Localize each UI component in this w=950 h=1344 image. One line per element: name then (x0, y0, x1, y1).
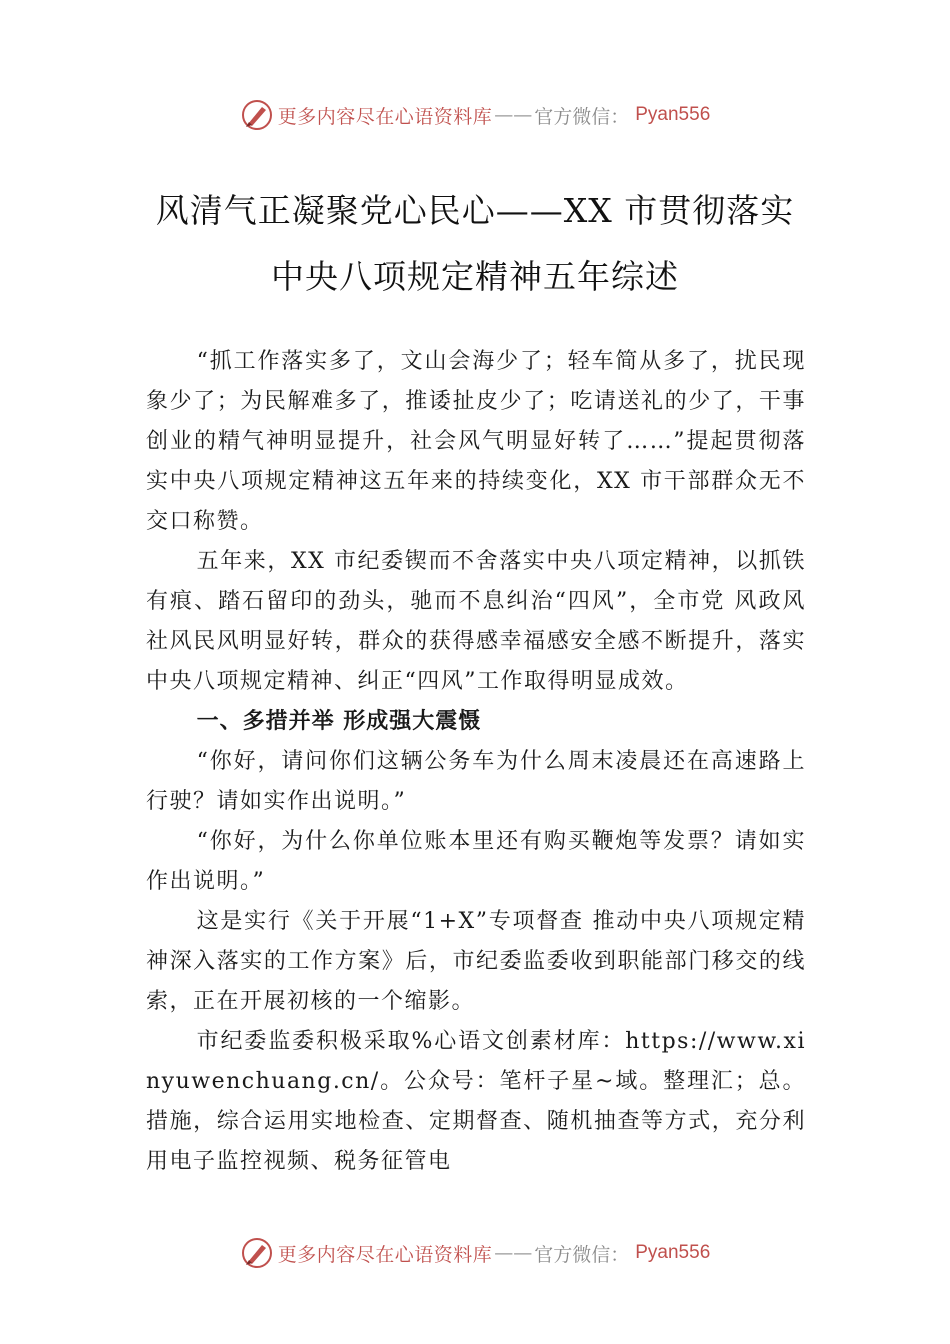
banner-text: 更多内容尽在心语资料库 (277, 1243, 493, 1266)
banner-dash: —— (494, 1242, 533, 1264)
document-title-line2: 中央八项规定精神五年综述 (271, 257, 679, 296)
banner-wechat-id: Pyan556 (635, 104, 711, 125)
paragraph-1: “抓工作落实多了，文山会海少了；轻车简从多了，扰民现象少了；为民解难多了，推诿扯皮少了；吃请送礼的少了，干事创业的精气神明显提升，社会风气明显好转了……”提起贯彻落实中央八项规定精神这五年来的持续变化，XX 市干部群众无不交口称赞。 (146, 349, 806, 534)
paragraph-2: 五年来，XX 市纪委锲而不舍落实中央八项定精神，以抓铁有痕、踏石留印的劲头，驰而不息纠治“四风”，全市党 风政风社风民风明显好转，群众的获得感幸福感安全感不断提升，落实中央八项规定精神、纠正“四风”工作取得明显成效。 (146, 549, 806, 694)
document-body (146, 342, 806, 1182)
banner-wechat-id: Pyan556 (635, 1242, 711, 1263)
paragraph-4: “你好，为什么你单位账本里还有购买鞭炮等发票？请如实作出说明。” (146, 829, 806, 894)
pen-logo-icon (240, 98, 274, 132)
banner-wechat-label: 官方微信： (534, 1243, 630, 1266)
paragraph-5: 这是实行《关于开展“1+X”专项督查 推动中央八项规定精神深入落实的工作方案》后，市纪委监委收到职能部门移交的线索，正在开展初核的一个缩影。 (146, 909, 806, 1014)
banner-text: 更多内容尽在心语资料库 (277, 105, 493, 128)
banner-dash: —— (494, 104, 533, 126)
paragraph-3: “你好，请问你们这辆公务车为什么周末凌晨还在高速路上行驶？请如实作出说明。” (146, 749, 806, 814)
paragraph-6: 市纪委监委积极采取%心语文创素材库：https://www.xinyuwenchuang.cn/。公众号：笔杆子星~域。整理汇；总。措施，综合运用实地检查、定期督查、随机抽查等方式，充分利用电子监控视频、税务征管电 (146, 1029, 806, 1174)
footer-watermark-banner (0, 1233, 950, 1273)
document-title-line1: 风清气正凝聚党心民心——XX 市贯彻落实 (155, 191, 795, 230)
pen-logo-icon (240, 1236, 274, 1270)
banner-wechat-label: 官方微信： (534, 105, 630, 128)
header-watermark-banner (0, 95, 950, 135)
section-heading-1: 一、多措并举 形成强大震慑 (196, 709, 482, 734)
